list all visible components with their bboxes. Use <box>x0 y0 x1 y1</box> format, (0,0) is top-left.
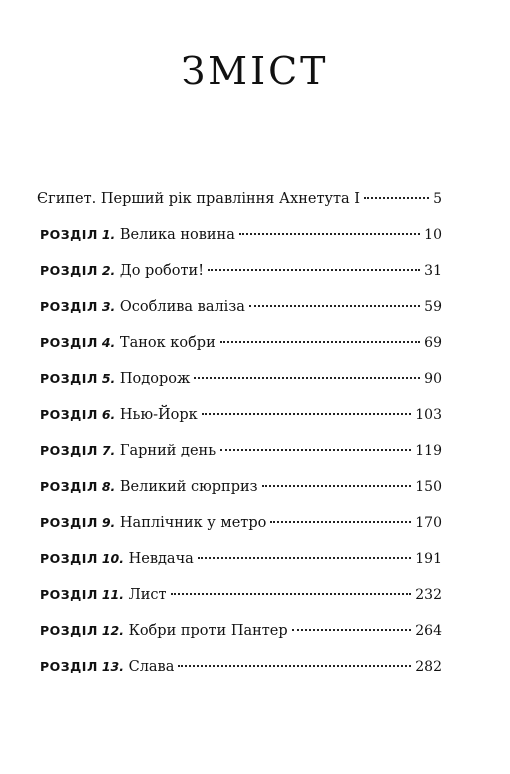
toc-entry-chapter <box>40 577 442 613</box>
chapter-number: 2. <box>101 263 116 278</box>
toc-page-number: 119 <box>415 443 442 459</box>
chapter-number: 12. <box>101 623 124 638</box>
chapter-number: 7. <box>101 443 116 458</box>
chapter-number: 9. <box>101 515 116 530</box>
toc-entry-text: Слава <box>128 659 175 675</box>
chapter-label: РОЗДІЛ <box>40 335 98 350</box>
dot-leader <box>249 305 420 307</box>
toc-page-number: 170 <box>415 515 442 531</box>
toc-page-number: 31 <box>424 263 442 279</box>
chapter-label: РОЗДІЛ <box>40 515 98 530</box>
toc-page-number: 5 <box>433 191 442 207</box>
toc-page-number: 69 <box>424 335 442 351</box>
toc-entry-chapter <box>40 361 442 397</box>
toc-entry-chapter <box>40 613 442 649</box>
chapter-label: РОЗДІЛ <box>40 263 98 278</box>
toc-entry-text: Гарний день <box>119 443 217 459</box>
chapter-number: 10. <box>101 551 124 566</box>
dot-leader <box>239 233 420 235</box>
chapter-label: РОЗДІЛ <box>40 551 98 566</box>
chapter-number: 4. <box>101 335 116 350</box>
chapter-number: 6. <box>101 407 116 422</box>
chapter-label: РОЗДІЛ <box>40 659 98 674</box>
toc-entry-text: Лист <box>128 587 167 603</box>
toc-entry-chapter <box>40 253 442 289</box>
toc-page-number: 150 <box>415 479 442 495</box>
dot-leader <box>262 485 412 487</box>
toc-entry-text: Єгипет. Перший рік правління Ахнетута І <box>37 191 361 207</box>
toc-page-number: 191 <box>415 551 442 567</box>
dot-leader <box>178 665 411 667</box>
chapter-label: РОЗДІЛ <box>40 407 98 422</box>
toc-entry-text: Нью-Йорк <box>119 407 198 423</box>
toc-entry-chapter <box>40 505 442 541</box>
chapter-number: 1. <box>101 227 116 242</box>
dot-leader <box>208 269 420 271</box>
toc-entry-text: Невдача <box>128 551 194 567</box>
toc-entry-chapter <box>40 469 442 505</box>
toc-entry-chapter <box>40 325 442 361</box>
table-of-contents <box>37 181 442 685</box>
dot-leader <box>364 197 429 199</box>
dot-leader <box>292 629 412 631</box>
dot-leader <box>220 449 411 451</box>
toc-entry-text: Танок кобри <box>119 335 216 351</box>
toc-page-number: 10 <box>424 227 442 243</box>
dot-leader <box>220 341 420 343</box>
toc-entry-chapter <box>40 397 442 433</box>
chapter-label: РОЗДІЛ <box>40 443 98 458</box>
toc-entry-chapter <box>40 649 442 685</box>
toc-page-number: 90 <box>424 371 442 387</box>
chapter-label: РОЗДІЛ <box>40 299 98 314</box>
toc-entry-text: Велика новина <box>119 227 235 243</box>
toc-page-number: 232 <box>415 587 442 603</box>
toc-page-number: 103 <box>415 407 442 423</box>
chapter-number: 3. <box>101 299 116 314</box>
dot-leader <box>194 377 420 379</box>
toc-entry-prologue <box>37 181 442 217</box>
dot-leader <box>198 557 411 559</box>
chapter-label: РОЗДІЛ <box>40 371 98 386</box>
toc-entry-text: Великий сюрприз <box>119 479 258 495</box>
toc-entry-text: Наплічник у метро <box>119 515 267 531</box>
toc-entry-chapter <box>40 217 442 253</box>
toc-page-number: 264 <box>415 623 442 639</box>
toc-entry-chapter <box>40 433 442 469</box>
chapter-label: РОЗДІЛ <box>40 227 98 242</box>
dot-leader <box>202 413 412 415</box>
dot-leader <box>270 521 411 523</box>
toc-entry-text: Особлива валіза <box>119 299 245 315</box>
chapter-number: 11. <box>101 587 124 602</box>
chapter-label: РОЗДІЛ <box>40 587 98 602</box>
toc-page-number: 59 <box>424 299 442 315</box>
chapter-number: 13. <box>101 659 124 674</box>
toc-entry-chapter <box>40 541 442 577</box>
chapter-number: 5. <box>101 371 116 386</box>
toc-entry-chapter <box>40 289 442 325</box>
chapter-label: РОЗДІЛ <box>40 479 98 494</box>
toc-entry-text: Подорож <box>119 371 191 387</box>
toc-entry-text: Кобри проти Пантер <box>128 623 288 639</box>
chapter-label: РОЗДІЛ <box>40 623 98 638</box>
chapter-number: 8. <box>101 479 116 494</box>
toc-page-number: 282 <box>415 659 442 675</box>
dot-leader <box>171 593 412 595</box>
page-title: ЗМІСТ <box>181 49 329 93</box>
toc-entry-text: До роботи! <box>119 263 205 279</box>
